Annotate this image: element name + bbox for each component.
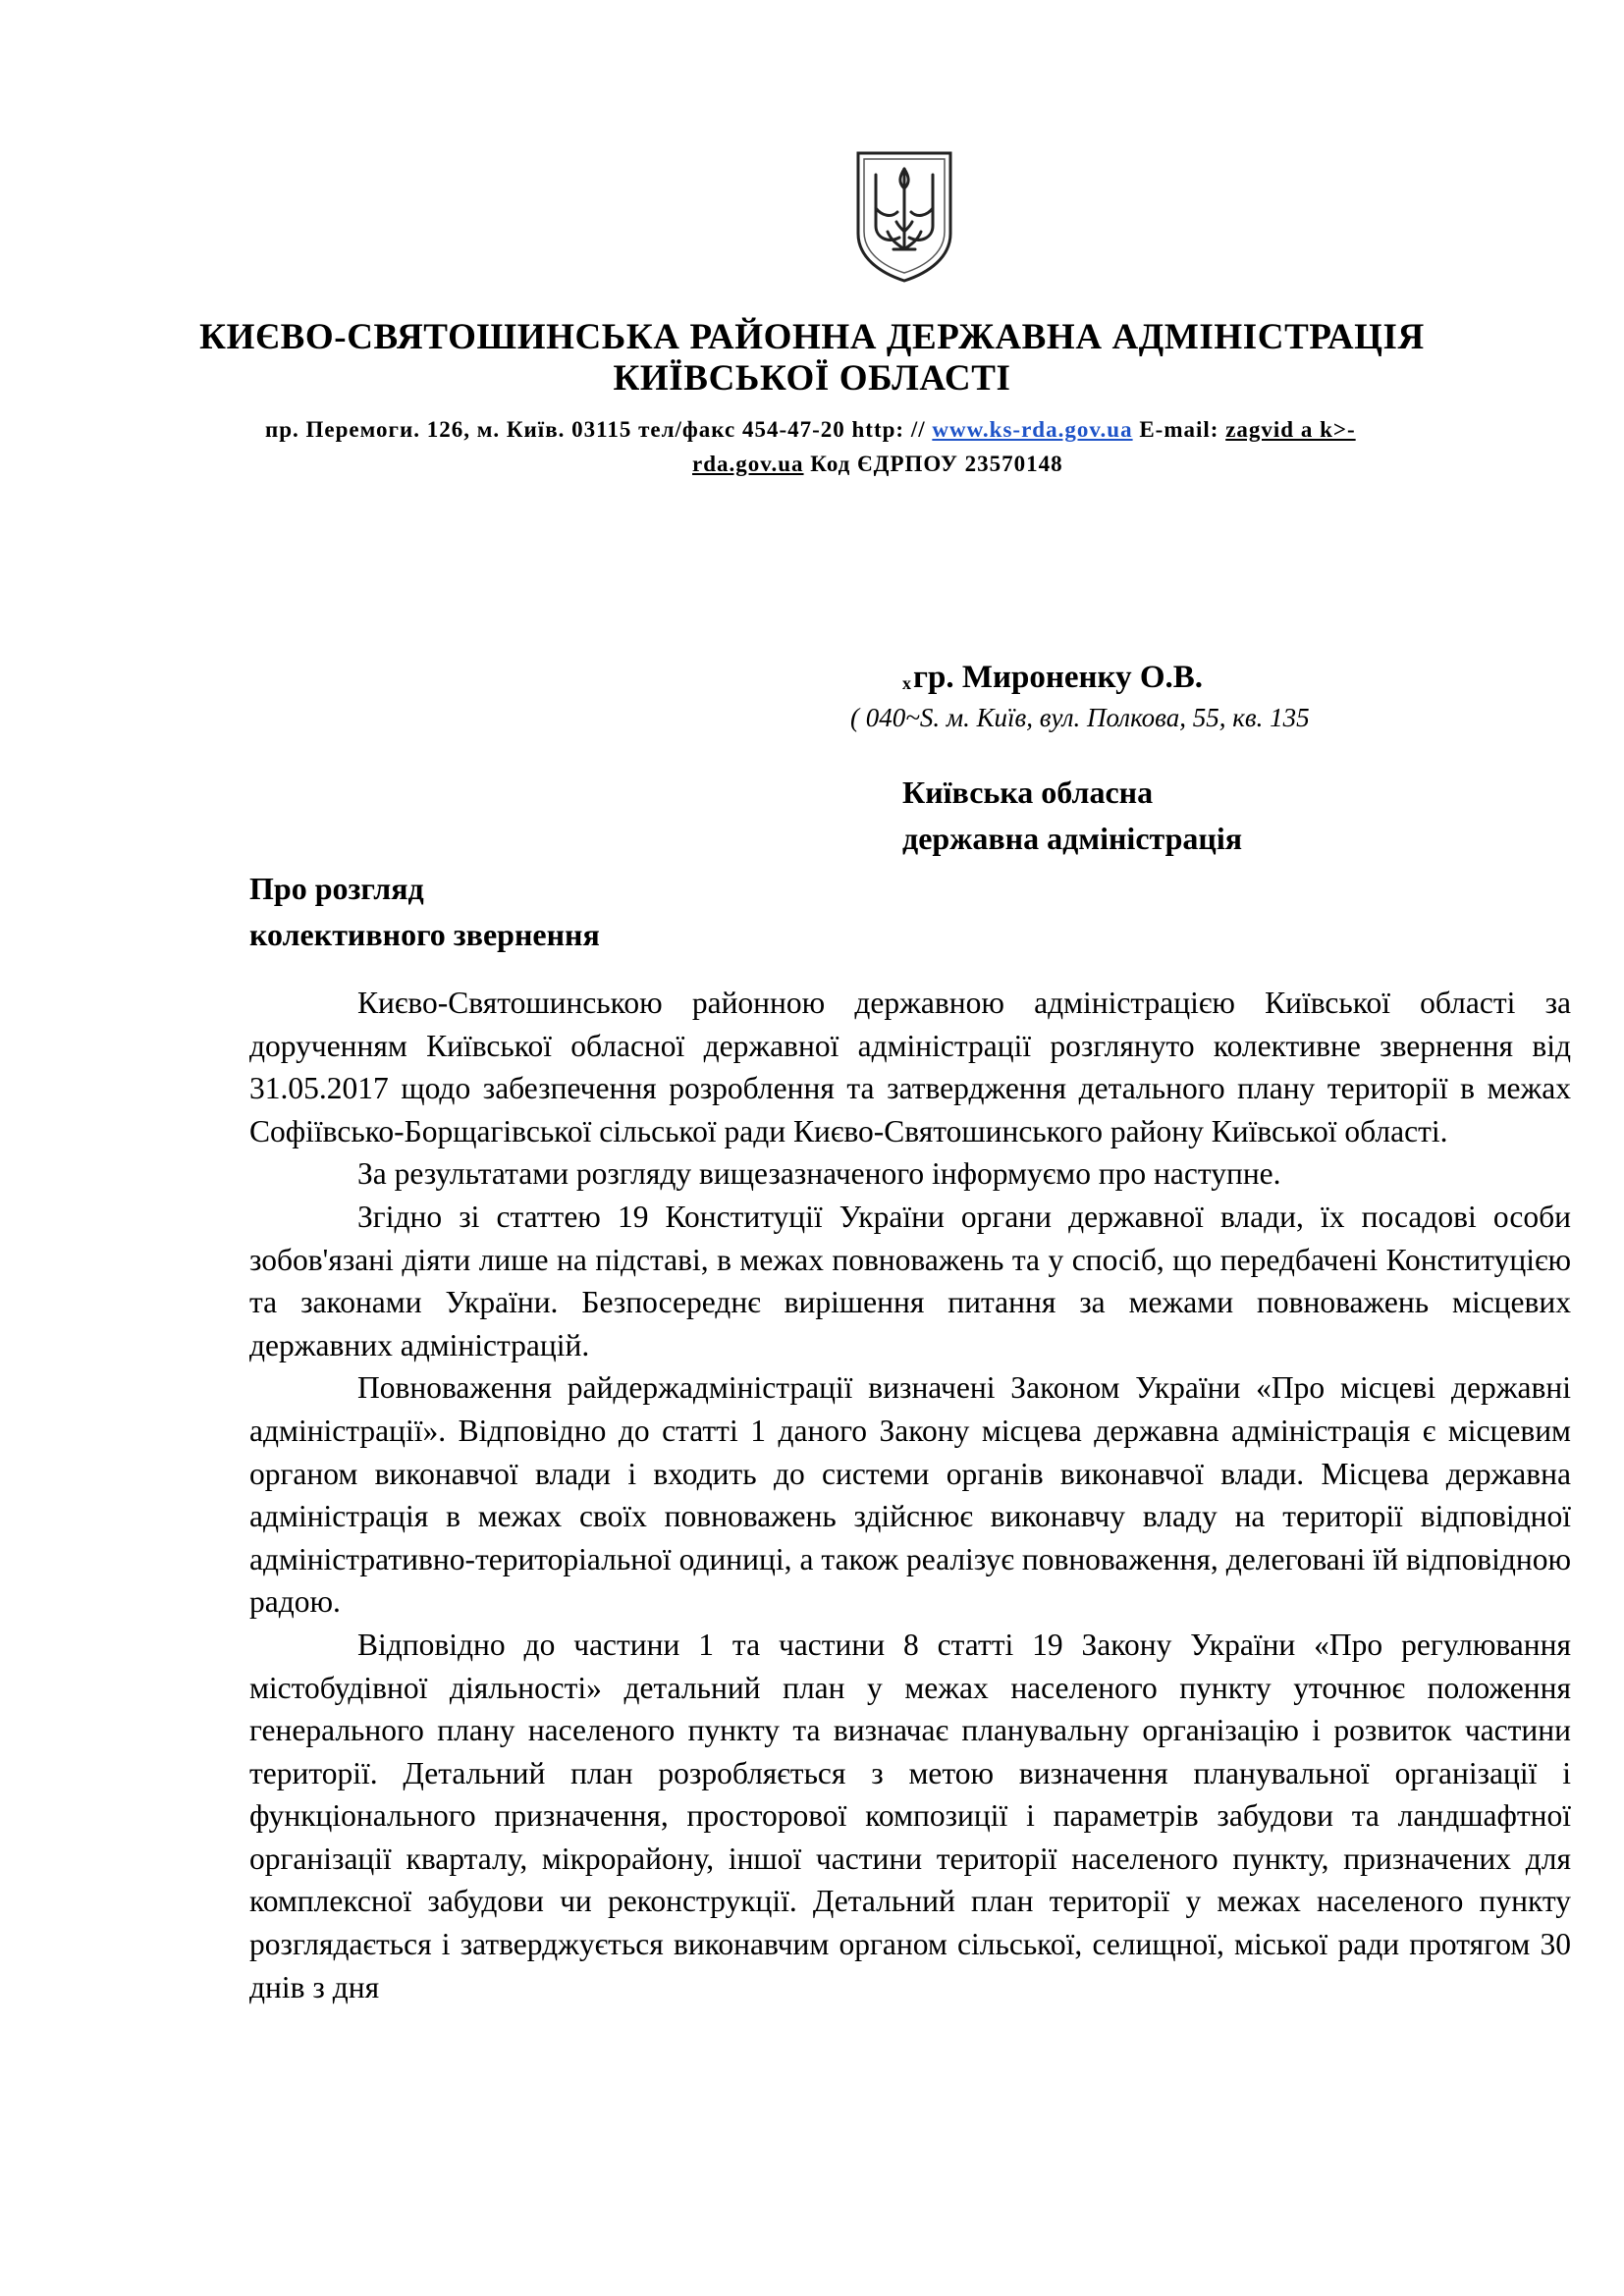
organization-region: КИЇВСЬКОЇ ОБЛАСТІ — [613, 358, 1011, 399]
organization-name: КИЄВО-СВЯТОШИНСЬКА РАЙОННА ДЕРЖАВНА АДМІНІСТРАЦІЯ — [199, 317, 1425, 357]
subject-block — [249, 866, 600, 958]
body-paragraph-2: За результатами розгляду вищезазначеного інформуємо про наступне. — [357, 1156, 1281, 1192]
contact-block — [265, 412, 1551, 481]
subject-line-1: Про розгляд — [249, 871, 424, 906]
body-paragraph-1: Києво-Святошинською районною державною адміністрацією Київської області за дорученням Київської обласної державної адміністрації розглянуто колективне звернення від 31.05.2017 щодо забезпечення розроблення та затвердження детального плану території в межах Софіївсько-Борщагівської сільської ради Києво-Святошинського району Київської області. — [249, 986, 1571, 1148]
edrpou-code: Код ЄДРПОУ 23570148 — [810, 452, 1063, 476]
destination-block — [902, 770, 1242, 862]
recipient-address: ( 040~S. м. Київ, вул. Полкова, 55, кв. 135 — [850, 703, 1310, 732]
destination-line-1: Київська обласна — [902, 774, 1154, 810]
letter-body — [249, 982, 1571, 2008]
trident-coat-of-arms-icon — [850, 147, 958, 285]
recipient-mark: x — [902, 673, 911, 693]
email-link-part2[interactable]: rda.gov.ua — [692, 452, 804, 476]
body-paragraph-4: Повноваження райдержадміністрації визначені Законом України «Про місцеві державні адміністрації». Відповідно до статті 1 даного Закону місцева державна адміністрація є місцевим органом виконавчої влади і входить до системи органів виконавчої влади. Місцева державна адміністрація в межах своїх повноважень здійснює виконавчу владу на території відповідної адміністративно-територіальної одиниці, а також реалізує повноваження, делеговані їй відповідною радою. — [249, 1370, 1571, 1620]
website-link[interactable]: www.ks-rda.gov.ua — [932, 417, 1133, 442]
subject-line-2: колективного звернення — [249, 917, 600, 952]
email-link-part1[interactable]: zagvid a k>- — [1225, 417, 1356, 442]
body-paragraph-3: Згідно зі статтею 19 Конституції України органи державної влади, їх посадові особи зобов'язані діяти лише на підставі, в межах повноважень та у спосіб, що передбачені Конституцією та законами України. Безпосереднє вирішення питання за межами повноважень місцевих державних адміністрацій. — [249, 1199, 1571, 1362]
email-label: E-mail: — [1139, 417, 1219, 442]
destination-line-2: державна адміністрація — [902, 821, 1243, 856]
body-paragraph-5: Відповідно до частини 1 та частини 8 статті 19 Закону України «Про регулювання містобудівної діяльності» детальний план у межах населеного пункту уточнює положення генерального плану населеного пункту та визначає планувальну організацію і розвиток частини території. Детальний план розробляється з метою визначення планувальної організації і функціонального призначення, просторової композиції і параметрів забудови та ландшафтної організації кварталу, мікрорайону, іншої частини території населеного пункту, призначених для комплексної забудови чи реконструкції. Детальний план території у межах населеного пункту розглядається і затверджується виконавчим органом сільської, селищної, міської ради протягом 30 днів з дня — [249, 1627, 1571, 2004]
recipient-name: гр. Мироненку О.В. — [913, 660, 1204, 695]
contact-address: пр. Перемоги. 126, м. Київ. 03115 тел/факс 454-47-20 http: // — [265, 417, 926, 442]
recipient-name-line — [902, 660, 1203, 696]
